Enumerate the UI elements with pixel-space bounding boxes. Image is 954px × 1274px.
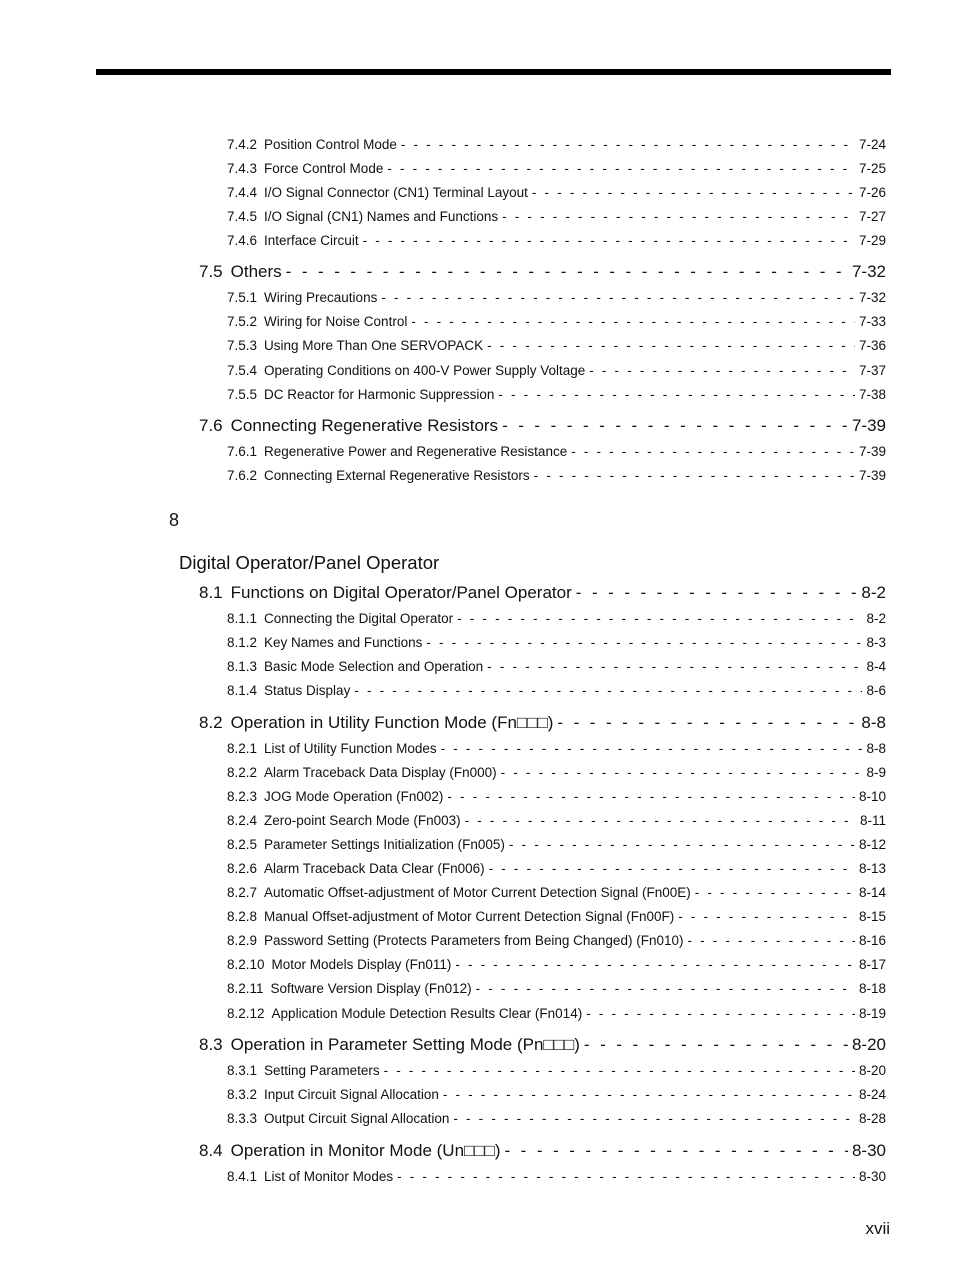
dot-leader [397,1169,855,1184]
entry-page: 8-11 [859,813,886,828]
toc-entry-8-2-8[interactable] [227,909,886,924]
dot-leader [476,981,855,996]
entry-number: 8.2.2 [227,765,258,780]
toc-entry-8-2-4[interactable] [227,813,886,828]
toc-entry-8-1-4[interactable] [227,683,886,698]
entry-number: 8.1.4 [227,683,258,698]
entry-title: Manual Offset-adjustment of Motor Current Detection Signal (Fn00F) [264,909,675,924]
entry-page: 8-3 [866,635,886,650]
entry-title: Zero-point Search Mode (Fn003) [264,813,461,828]
section-number: 7.5 [199,262,223,281]
section-number: 7.6 [199,416,223,435]
section-page: 7-32 [851,262,886,281]
dot-leader [532,185,855,200]
entry-page: 7-24 [858,137,886,152]
entry-title: Regenerative Power and Regenerative Resistance [264,444,568,459]
dot-leader [443,1087,855,1102]
entry-number: 8.2.11 [227,981,264,996]
dot-leader [534,468,855,483]
toc-section-8-3[interactable] [199,1035,886,1055]
entry-title: Using More Than One SERVOPACK [264,338,484,353]
entry-number: 7.5.5 [227,387,258,402]
entry-number: 8.2.1 [227,741,258,756]
dot-leader [411,314,855,329]
entry-page: 7-33 [858,314,886,329]
toc-entry-8-3-2[interactable] [227,1087,886,1102]
entry-page: 7-38 [858,387,886,402]
section-title: Operation in Parameter Setting Mode (Pn□□□) [230,1035,580,1054]
toc-entry-8-2-11[interactable] [227,981,886,996]
toc-entry-7-4-4[interactable] [227,185,886,200]
entry-number: 7.4.4 [227,185,258,200]
toc-entry-8-3-3[interactable] [227,1111,886,1126]
dot-leader [502,416,848,436]
entry-title: Parameter Settings Initialization (Fn005) [264,837,505,852]
entry-page: 8-16 [858,933,886,948]
toc-entry-8-2-6[interactable] [227,861,886,876]
entry-title: Application Module Detection Results Clear (Fn014) [271,1006,583,1021]
dot-leader [354,683,862,698]
toc-entry-7-5-5[interactable] [227,387,886,402]
dot-leader [457,611,862,626]
entry-page: 7-27 [858,209,886,224]
entry-number: 7.4.5 [227,209,258,224]
entry-page: 8-6 [866,683,886,698]
dot-leader [557,713,857,733]
toc-entry-8-2-9[interactable] [227,933,886,948]
toc-section-8-4[interactable] [199,1141,886,1161]
entry-number: 8.1.2 [227,635,258,650]
entry-page: 8-2 [866,611,886,626]
entry-page: 7-26 [858,185,886,200]
toc-section-8-2[interactable] [199,713,886,733]
entry-page: 8-13 [858,861,886,876]
toc-entry-8-2-12[interactable] [227,1006,886,1021]
section-page: 8-30 [851,1141,886,1160]
entry-title: Basic Mode Selection and Operation [264,659,484,674]
entry-page: 8-9 [866,765,886,780]
entry-title: Input Circuit Signal Allocation [264,1087,439,1102]
entry-number: 8.2.9 [227,933,258,948]
entry-title: Position Control Mode [264,137,397,152]
toc-section-7-6[interactable] [199,416,886,436]
chapter-number: 8 [169,510,180,530]
entry-title: Key Names and Functions [264,635,423,650]
entry-page: 8-24 [858,1087,886,1102]
section-title: Others [230,262,282,281]
dot-leader [381,290,855,305]
page-number: xvii [865,1219,890,1238]
entry-title: Wiring Precautions [264,290,378,305]
dot-leader [687,933,855,948]
toc-entry-8-1-2[interactable] [227,635,886,650]
toc-entry-7-6-1[interactable] [227,444,886,459]
entry-number: 8.1.3 [227,659,258,674]
section-title: Functions on Digital Operator/Panel Operator [230,583,572,602]
entry-number: 8.1.1 [227,611,258,626]
entry-number: 8.2.5 [227,837,258,852]
entry-title: Motor Models Display (Fn011) [271,957,452,972]
entry-title: Alarm Traceback Data Display (Fn000) [264,765,497,780]
entry-page: 8-18 [858,981,886,996]
entry-number: 8.3.1 [227,1063,258,1078]
toc-entry-8-2-2[interactable] [227,765,886,780]
entry-number: 7.6.1 [227,444,258,459]
toc-entry-8-2-5[interactable] [227,837,886,852]
entry-number: 8.2.4 [227,813,258,828]
entry-title: Interface Circuit [264,233,359,248]
entry-number: 7.5.1 [227,290,258,305]
toc-entry-8-2-10[interactable] [227,957,886,972]
toc-section-8-1[interactable] [199,583,886,603]
entry-title: Force Control Mode [264,161,384,176]
dot-leader [509,837,855,852]
toc-entry-7-5-3[interactable] [227,338,886,353]
dot-leader [453,1111,855,1126]
entry-number: 7.4.3 [227,161,258,176]
entry-page: 8-30 [858,1169,886,1184]
section-title: Connecting Regenerative Resistors [230,416,499,435]
toc-section-7-5[interactable] [199,262,886,282]
dot-leader [695,885,855,900]
toc-entry-7-4-6[interactable] [227,233,886,248]
entry-number: 8.3.3 [227,1111,258,1126]
toc-entry-7-5-2[interactable] [227,314,886,329]
entry-title: List of Monitor Modes [264,1169,394,1184]
entry-number: 8.2.8 [227,909,258,924]
section-number: 8.1 [199,583,223,602]
toc-entry-8-4-1[interactable] [227,1169,886,1184]
dot-leader [678,909,855,924]
chapter-title[interactable]: Digital Operator/Panel Operator [179,552,440,573]
section-page: 8-2 [861,583,886,602]
entry-number: 8.2.3 [227,789,258,804]
entry-page: 8-17 [858,957,886,972]
entry-page: 7-36 [858,338,886,353]
section-number: 8.2 [199,713,223,732]
entry-title: Password Setting (Protects Parameters from Being Changed) (Fn010) [264,933,684,948]
toc-entry-8-2-1[interactable] [227,741,886,756]
entry-title: Alarm Traceback Data Clear (Fn006) [264,861,485,876]
section-number: 8.3 [199,1035,223,1054]
section-page: 8-8 [861,713,886,732]
entry-number: 8.2.7 [227,885,258,900]
section-title: Operation in Monitor Mode (Un□□□) [230,1141,501,1160]
entry-page: 7-25 [858,161,886,176]
dot-leader [584,1035,848,1055]
dot-leader [401,137,855,152]
dot-leader [489,861,855,876]
dot-leader [502,209,855,224]
dot-leader [501,765,863,780]
entry-number: 8.2.12 [227,1006,265,1021]
entry-number: 7.5.4 [227,363,258,378]
dot-leader [363,233,855,248]
dot-leader [505,1141,848,1161]
entry-page: 8-14 [858,885,886,900]
dot-leader [576,583,858,603]
entry-number: 7.5.3 [227,338,258,353]
entry-number: 8.4.1 [227,1169,258,1184]
dot-leader [465,813,856,828]
dot-leader [387,161,855,176]
toc-entry-8-1-3[interactable] [227,659,886,674]
toc-entry-7-4-3[interactable] [227,161,886,176]
entry-title: Connecting the Digital Operator [264,611,454,626]
entry-number: 8.2.6 [227,861,258,876]
entry-page: 8-15 [858,909,886,924]
entry-number: 7.6.2 [227,468,258,483]
dot-leader [441,741,863,756]
entry-page: 8-10 [858,789,886,804]
toc-entry-7-6-2[interactable] [227,468,886,483]
entry-title: Automatic Offset-adjustment of Motor Current Detection Signal (Fn00E) [264,885,691,900]
dot-leader [589,363,855,378]
entry-title: Software Version Display (Fn012) [270,981,472,996]
entry-title: Connecting External Regenerative Resistors [264,468,530,483]
entry-page: 7-37 [858,363,886,378]
toc-entry-7-5-4[interactable] [227,363,886,378]
entry-page: 8-28 [858,1111,886,1126]
entry-title: Operating Conditions on 400-V Power Supply Voltage [264,363,586,378]
dot-leader [498,387,855,402]
dot-leader [586,1006,855,1021]
entry-title: Wiring for Noise Control [264,314,408,329]
entry-title: DC Reactor for Harmonic Suppression [264,387,495,402]
toc-entry-8-2-7[interactable] [227,885,886,900]
entry-page: 8-4 [866,659,886,674]
entry-page: 7-32 [858,290,886,305]
entry-page: 8-12 [858,837,886,852]
entry-page: 8-20 [858,1063,886,1078]
toc-entry-7-4-2[interactable] [227,137,886,152]
dot-leader [487,338,855,353]
dot-leader [426,635,862,650]
entry-title: Setting Parameters [264,1063,380,1078]
dot-leader [571,444,855,459]
entry-title: JOG Mode Operation (Fn002) [264,789,444,804]
section-page: 8-20 [851,1035,886,1054]
entry-number: 7.5.2 [227,314,258,329]
entry-title: List of Utility Function Modes [264,741,437,756]
entry-page: 8-8 [866,741,886,756]
section-number: 8.4 [199,1141,223,1160]
toc-entry-7-5-1[interactable] [227,290,886,305]
toc-entry-8-3-1[interactable] [227,1063,886,1078]
dot-leader [447,789,855,804]
entry-title: I/O Signal Connector (CN1) Terminal Layout [264,185,528,200]
entry-page: 8-19 [858,1006,886,1021]
dot-leader [487,659,862,674]
entry-number: 8.2.10 [227,957,265,972]
entry-page: 7-39 [858,444,886,459]
section-page: 7-39 [851,416,886,435]
dot-leader [286,262,848,282]
dot-leader [455,957,855,972]
entry-title: Status Display [264,683,351,698]
entry-number: 8.3.2 [227,1087,258,1102]
section-title: Operation in Utility Function Mode (Fn□□□) [230,713,554,732]
entry-title: Output Circuit Signal Allocation [264,1111,450,1126]
toc-entry-8-1-1[interactable] [227,611,886,626]
toc-entry-7-4-5[interactable] [227,209,886,224]
dot-leader [384,1063,855,1078]
entry-number: 7.4.2 [227,137,258,152]
header-rule [96,69,891,75]
entry-title: I/O Signal (CN1) Names and Functions [264,209,499,224]
entry-page: 7-29 [858,233,886,248]
entry-number: 7.4.6 [227,233,258,248]
entry-page: 7-39 [858,468,886,483]
toc-entry-8-2-3[interactable] [227,789,886,804]
